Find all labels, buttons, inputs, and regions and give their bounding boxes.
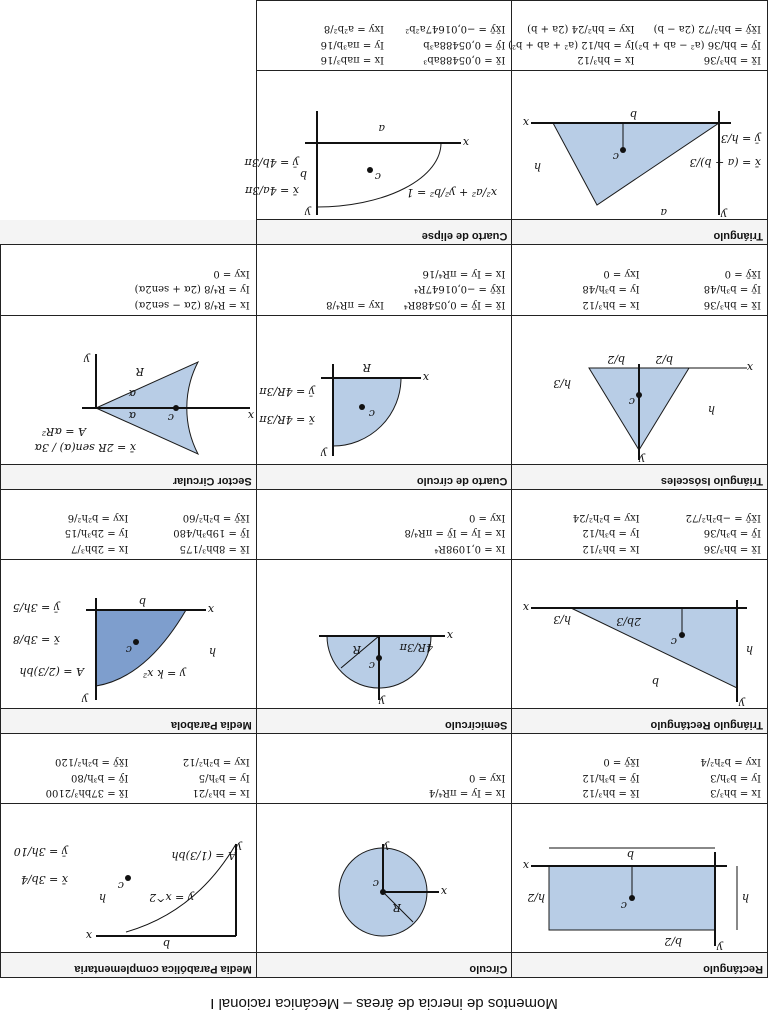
isosceles-x-axis-label: x	[746, 360, 753, 374]
formula-line: Ixy = πR⁴/8	[326, 298, 385, 310]
formula-line: Ixy = bh²/24 (2a + b)	[527, 23, 635, 35]
circle-radius-label: R	[393, 900, 402, 914]
formula-line: Iȳ = b³h/80	[71, 771, 129, 783]
media-parabola-y-axis-label: y	[81, 692, 88, 706]
quarter-circle-diagram	[256, 352, 511, 464]
formula-line: Ix̄ = 0,05488ab³	[423, 54, 506, 66]
triangle-y-axis-label: y	[720, 208, 727, 222]
row-3-formulas	[1, 245, 768, 315]
isosceles-triangle-header: Triángulo Isósceles	[512, 464, 768, 489]
formula-line: Ix = Iy = πR⁴/4	[428, 787, 506, 799]
row-2-figures	[1, 559, 768, 708]
formula-line: Ix = R⁴/8 (2α − sen2α)	[134, 298, 250, 310]
isosceles-centroid-label: c	[628, 394, 635, 408]
formula-line: Ix = bh³/3	[710, 787, 761, 799]
sector-alpha2-label: α	[128, 386, 136, 400]
right-triangle-h-label: h	[745, 642, 753, 656]
formula-line: Iy = b³h/5	[198, 771, 250, 783]
right-triangle-h3-label: h/3	[553, 612, 571, 626]
formula-line: Ixy = 0	[469, 511, 506, 523]
circular-sector-diagram	[1, 352, 256, 464]
quarter-ellipse-figure-cell	[244, 71, 512, 220]
triangle-ybar: ȳ = h/3	[720, 132, 761, 146]
sector-y-axis-label: y	[83, 352, 90, 366]
circle-centroid-label: c	[373, 876, 380, 890]
quarter-circle-ybar: ȳ = 4R/3π	[259, 384, 316, 398]
semicircle-formulas	[256, 489, 512, 559]
quarter-circle-formulas	[256, 245, 512, 315]
formula-line: Ix̄ȳ = −0,01647a²b²	[405, 23, 506, 35]
formula-line: Ix̄ = 8bh³/175	[179, 542, 250, 554]
right-triangle-diagram	[512, 596, 767, 708]
circular-sector-formulas	[1, 245, 257, 315]
media-parabola-area: A = (2/3)bh	[19, 664, 84, 678]
quarter-circle-header: Cuarto de círculo	[256, 464, 512, 489]
complementary-semi-parabola-header: Media Parabólica complementaria	[1, 952, 257, 977]
quarter-ellipse-equation: x²/a² + y²/b² = 1	[406, 186, 498, 200]
sector-x-axis-label: x	[247, 408, 254, 422]
circular-sector-figure-cell	[1, 315, 257, 464]
formula-line: Iy = b³h/48	[582, 283, 640, 295]
rectangle-formulas	[512, 733, 768, 803]
sector-alpha-label: α	[128, 408, 136, 422]
document-title: Momentos de inercia de áreas – Mecánica racional I	[210, 995, 558, 1012]
circle-header: Círculo	[256, 952, 512, 977]
formula-line: Ix̄ȳ = bh²/72 (2a − b)	[653, 23, 761, 35]
right-triangle-figure-cell	[512, 559, 768, 708]
isosceles-b2-right: b/2	[607, 352, 625, 366]
quarter-ellipse-formulas	[256, 1, 512, 72]
media-parabola-b-label: b	[138, 594, 146, 608]
row-4-figures	[1, 71, 768, 220]
sector-xbar: x̄ = 2R sen(α) / 3α	[34, 440, 136, 454]
formula-line: Iȳ = b³h/12	[582, 771, 640, 783]
rectangle-diagram	[512, 840, 767, 952]
formula-line: Ixy = 0	[213, 267, 250, 279]
empty-formula-cell	[1, 1, 257, 72]
media-parabola-x-axis-label: x	[207, 602, 214, 616]
isosceles-triangle-formulas	[512, 245, 768, 315]
row-3-header	[1, 464, 768, 489]
formula-line: Iy = b³h/12	[582, 527, 640, 539]
formula-line: Iȳ = bh/36 (a² − ab + b²)	[634, 39, 761, 50]
rectangle-header: Rectángulo	[512, 952, 768, 977]
semi-parabola-x-axis-label: x	[85, 928, 92, 942]
formula-line: Ix̄ȳ = −0,01647R⁴	[414, 283, 506, 295]
formula-line: Ix̄ȳ = −b²h²/72	[685, 511, 761, 523]
triangle-centroid-label: c	[612, 150, 619, 164]
formula-line: Ix = 2bh³/7	[71, 542, 129, 554]
circle-figure-cell	[256, 804, 512, 953]
quarter-ellipse-xbar: x̄ = 4a/3π	[245, 184, 300, 198]
formula-line: Iȳ = b³h/36	[703, 527, 761, 539]
semi-parabola-y-axis-label: y	[235, 840, 242, 854]
row-1-figures	[1, 804, 768, 953]
rectangle-h2-label: h/2	[527, 890, 545, 904]
media-parabola-centroid-label: c	[125, 642, 132, 656]
formula-line: Ixy = b²h²/6	[67, 511, 129, 523]
row-1-formulas	[1, 733, 768, 803]
triangle-header: Triángulo	[512, 220, 768, 245]
complementary-semi-parabola-diagram	[1, 840, 256, 952]
isosceles-triangle-diagram	[512, 352, 767, 464]
quarter-ellipse-x-axis-label: x	[463, 136, 470, 150]
semi-parabola-diagram	[1, 596, 256, 708]
formula-line: Ix = 0,1098R⁴	[434, 542, 506, 554]
isosceles-h-label: h	[707, 402, 715, 416]
right-triangle-centroid-label: c	[670, 634, 677, 648]
formula-line: Ix = bh³/12	[577, 54, 635, 66]
triangle-formulas	[508, 1, 768, 72]
formula-line: Iȳ = b³h/48	[703, 283, 761, 295]
isosceles-triangle-figure-cell	[512, 315, 768, 464]
circle-formulas	[256, 733, 512, 803]
media-parabola-xbar: x̄ = 3b/8	[12, 632, 60, 646]
formula-line: Ixy = a²b²/8	[323, 23, 385, 35]
semi-parabola-header: Media Parabola	[1, 708, 257, 733]
semi-parabola-h-label: h	[98, 890, 106, 904]
semicircle-radius-label: R	[353, 642, 362, 656]
rectangle-y-axis-label: y	[716, 940, 723, 954]
row-4-header	[1, 220, 768, 245]
sector-centroid-label: c	[167, 410, 174, 424]
quarter-ellipse-b-label: b	[300, 168, 308, 182]
row-2-header	[1, 708, 768, 733]
quarter-ellipse-header: Cuarto de elipse	[256, 220, 512, 245]
quarter-ellipse-y-axis-label: y	[305, 206, 312, 220]
formula-line: Ix = bh³/21	[192, 787, 250, 799]
circle-diagram	[256, 840, 511, 952]
rectangle-figure-cell	[512, 804, 768, 953]
semicircle-centroid-label: c	[369, 658, 376, 672]
formula-line: Ix̄ = Iȳ = 0,05488R⁴	[403, 298, 506, 310]
semicircle-y-axis-label: y	[379, 694, 386, 708]
semicircle-diagram	[256, 596, 511, 708]
circular-sector-header: Sector Circular	[1, 464, 257, 489]
triangle-xbar: x̄ = (a + b)/3	[689, 156, 761, 170]
quarter-circle-r-label: R	[363, 360, 372, 374]
media-parabola-h-label: h	[208, 644, 216, 658]
semi-parabola-centroid-label: c	[117, 878, 124, 892]
media-parabola-curve-label: y = k x²	[142, 666, 186, 680]
semi-parabola-area: A = (1/3)bh	[171, 848, 236, 862]
row-2-formulas	[1, 489, 768, 559]
semicircle-x-axis-label: x	[447, 628, 454, 642]
sector-radius-label: R	[135, 364, 144, 378]
right-triangle-2b3-label: 2b/3	[616, 614, 641, 628]
quarter-circle-y-axis-label: y	[321, 446, 328, 460]
formula-line: Ix̄ȳ = b²h²/60	[182, 511, 250, 523]
formula-line: Ixy = b²h²/24	[572, 511, 640, 523]
formula-line: Ix̄ = bh³/36	[703, 54, 761, 66]
formula-line: Ix̄ = 37bh³/2100	[45, 787, 129, 799]
formula-line: Ix̄ȳ = b²h²/120	[55, 756, 129, 768]
triangle-b-label: b	[629, 108, 637, 122]
media-parabola-ybar: ȳ = 3h/5	[12, 600, 60, 614]
triangle-h-label: h	[533, 160, 541, 174]
formula-line: Ix = Iy = Iȳ = πR⁴/8	[404, 527, 506, 539]
circle-y-axis-label: y	[383, 840, 390, 854]
triangle-a-label: a	[660, 206, 667, 220]
circle-x-axis-label: x	[441, 884, 448, 898]
empty-figure-cell	[1, 71, 257, 220]
formula-line: Ix = bh³/12	[582, 542, 640, 554]
formula-line: Ixy = 0	[469, 771, 506, 783]
triangle-figure-cell	[512, 71, 768, 220]
formula-line: Ix̄ȳ = 0	[603, 756, 640, 768]
rectangle-x-axis-label: x	[522, 858, 529, 872]
formula-line: Ix = πab³/16	[320, 54, 385, 66]
triangle-x-axis-label: x	[522, 116, 529, 130]
empty-header	[1, 220, 257, 245]
formula-line: Iy = bh/12 (a² + ab + b²)	[508, 39, 635, 50]
formula-line: Iy = R⁴/8 (2α + sen2α)	[134, 283, 250, 295]
formula-line: Ixy = b²h²/12	[182, 756, 250, 768]
complementary-semi-parabola-figure-cell	[1, 804, 257, 953]
quarter-ellipse-diagram	[244, 107, 511, 220]
right-triangle-x-axis-label: x	[522, 600, 529, 614]
semicircle-header: Semicírculo	[256, 708, 512, 733]
isosceles-h3-label: h/3	[553, 376, 571, 390]
quarter-ellipse-centroid-label: c	[375, 170, 382, 184]
semi-parabola-xbar: x̄ = 3b/4	[20, 872, 68, 886]
rectangle-centroid-label: c	[620, 898, 627, 912]
rectangle-b-label: b	[626, 847, 634, 861]
formula-line: Ix̄ = bh³/36	[703, 542, 761, 554]
rectangle-b2-label: b/2	[664, 934, 682, 948]
quarter-circle-x-axis-label: x	[423, 370, 430, 384]
quarter-ellipse-ybar: ȳ = 4b/3π	[244, 156, 300, 170]
row-1-header	[1, 952, 768, 977]
formula-line: Ixy = b²h²/4	[700, 756, 761, 768]
isosceles-b2-left: b/2	[655, 352, 673, 366]
formula-line: Iy = 2b³h/15	[64, 527, 129, 539]
right-triangle-y-axis-label: y	[738, 696, 745, 710]
formula-line: Ix̄ȳ = 0	[724, 267, 761, 279]
formula-line: Ix = Iy = πR⁴/16	[422, 267, 506, 279]
sector-area: A = αR²	[41, 424, 86, 438]
semi-parabola-ybar: ȳ = 3h/10	[13, 844, 68, 858]
quarter-circle-xbar: x̄ = 4R/3π	[259, 412, 316, 426]
formula-line: Iȳ = 0,05488a³b	[423, 39, 506, 50]
triangle-diagram	[512, 107, 767, 222]
semi-parabola-figure-cell	[1, 559, 257, 708]
rectangle-h-label: h	[741, 890, 749, 904]
quarter-ellipse-a-label: a	[378, 122, 386, 136]
right-triangle-header: Triángulo Rectángulo	[512, 708, 768, 733]
formula-line: Iy = b³h/3	[710, 771, 761, 783]
formula-line: Iȳ = 19b³h/480	[173, 527, 250, 539]
quarter-circle-figure-cell	[256, 315, 512, 464]
formula-line: Ix̄ = bh³/12	[582, 787, 640, 799]
right-triangle-b-label: b	[651, 674, 659, 688]
isosceles-y-axis-label: y	[638, 452, 645, 466]
semi-parabola-formulas	[1, 489, 257, 559]
formula-line: Ix = bh³/12	[582, 298, 640, 310]
quarter-circle-centroid-label: c	[369, 406, 376, 420]
formula-line: Ixy = 0	[603, 267, 640, 279]
semi-parabola-b-label: b	[162, 936, 170, 950]
semi-parabola-curve-label: y = x^2	[148, 890, 194, 904]
row-3-figures	[1, 315, 768, 464]
semicircle-ybar-label: 4R/3π	[400, 640, 434, 654]
right-triangle-formulas	[512, 489, 768, 559]
row-4-formulas	[1, 1, 768, 72]
formula-line: Ix̄ = bh³/36	[703, 298, 761, 310]
formula-line: Iy = πa³b/16	[320, 39, 385, 50]
semicircle-figure-cell	[256, 559, 512, 708]
complementary-semi-parabola-formulas	[1, 733, 257, 803]
